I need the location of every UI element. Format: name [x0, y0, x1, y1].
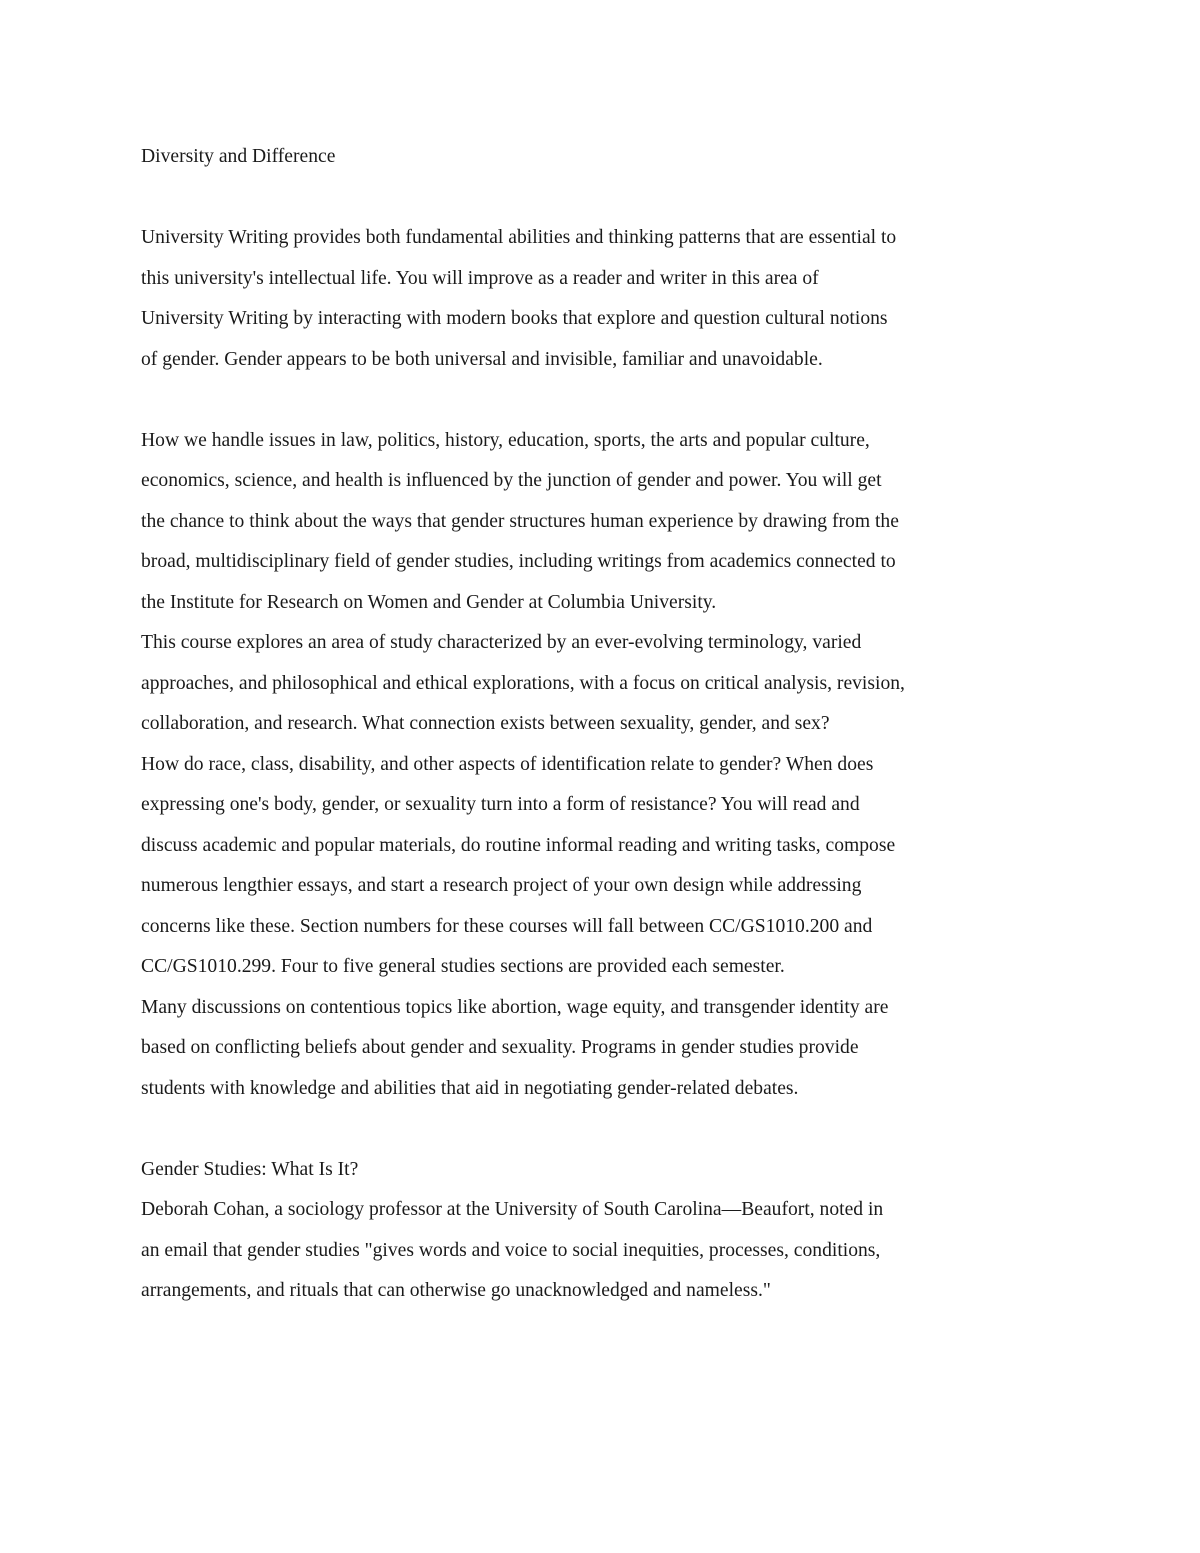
text-line: expressing one's body, gender, or sexuality turn into a form of resistance? You will read and: [141, 794, 860, 815]
text-line: Many discussions on contentious topics like abortion, wage equity, and transgender identity are: [141, 996, 889, 1018]
section-heading: Gender Studies: What Is It?: [141, 1158, 359, 1180]
text-line: arrangements, and rituals that can otherwise go unacknowledged and nameless.": [141, 1280, 771, 1301]
paragraph-intro: [141, 218, 1066, 380]
text-line: broad, multidisciplinary field of gender studies, including writings from academics connected to: [141, 551, 896, 572]
text-line: Deborah Cohan, a sociology professor at the University of South Carolina—Beaufort, noted in: [141, 1199, 884, 1220]
paragraph-cohan-quote: [141, 1190, 1066, 1312]
text-line: this university's intellectual life. You will improve as a reader and writer in this area of: [141, 267, 819, 289]
text-line: the chance to think about the ways that gender structures human experience by drawing from the: [141, 510, 899, 532]
text-line: numerous lengthier essays, and start a research project of your own design while addressing: [141, 875, 862, 896]
text-line: How do race, class, disability, and other aspects of identification relate to gender? When does: [141, 753, 874, 775]
text-line: of gender. Gender appears to be both universal and invisible, familiar and unavoidable.: [141, 348, 823, 370]
text-line: University Writing by interacting with modern books that explore and question cultural notions: [141, 308, 888, 329]
text-line: an email that gender studies "gives words and voice to social inequities, processes, conditions,: [141, 1239, 881, 1261]
paragraph-course-explores: [141, 623, 1066, 745]
text-line: collaboration, and research. What connection exists between sexuality, gender, and sex?: [141, 713, 830, 734]
text-line: the Institute for Research on Women and Gender at Columbia University.: [141, 591, 717, 613]
text-line: concerns like these. Section numbers for these courses will fall between CC/GS1010.200 and: [141, 915, 873, 937]
blank-line: [141, 1109, 1066, 1150]
text-line: University Writing provides both fundamental abilities and thinking patterns that are essential to: [141, 227, 897, 248]
blank-line: [141, 380, 1066, 421]
document-title: Diversity and Difference: [141, 146, 336, 167]
paragraph-race-class: [141, 745, 1066, 988]
text-line: economics, science, and health is influenced by the junction of gender and power. You will get: [141, 470, 882, 491]
document-body: [141, 137, 1066, 1312]
text-line: approaches, and philosophical and ethical explorations, with a focus on critical analysis, revision,: [141, 672, 905, 694]
text-line: based on conflicting beliefs about gender and sexuality. Programs in gender studies provide: [141, 1037, 859, 1058]
text-line: CC/GS1010.299. Four to five general studies sections are provided each semester.: [141, 956, 785, 977]
text-line: discuss academic and popular materials, do routine informal reading and writing tasks, compose: [141, 834, 896, 856]
text-line: students with knowledge and abilities that aid in negotiating gender-related debates.: [141, 1077, 799, 1099]
text-line: How we handle issues in law, politics, history, education, sports, the arts and popular culture,: [141, 429, 870, 451]
text-line: This course explores an area of study characterized by an ever-evolving terminology, varied: [141, 632, 862, 653]
blank-line: [141, 178, 1066, 219]
paragraph-gender-power: [141, 421, 1066, 624]
paragraph-debates: [141, 988, 1066, 1110]
